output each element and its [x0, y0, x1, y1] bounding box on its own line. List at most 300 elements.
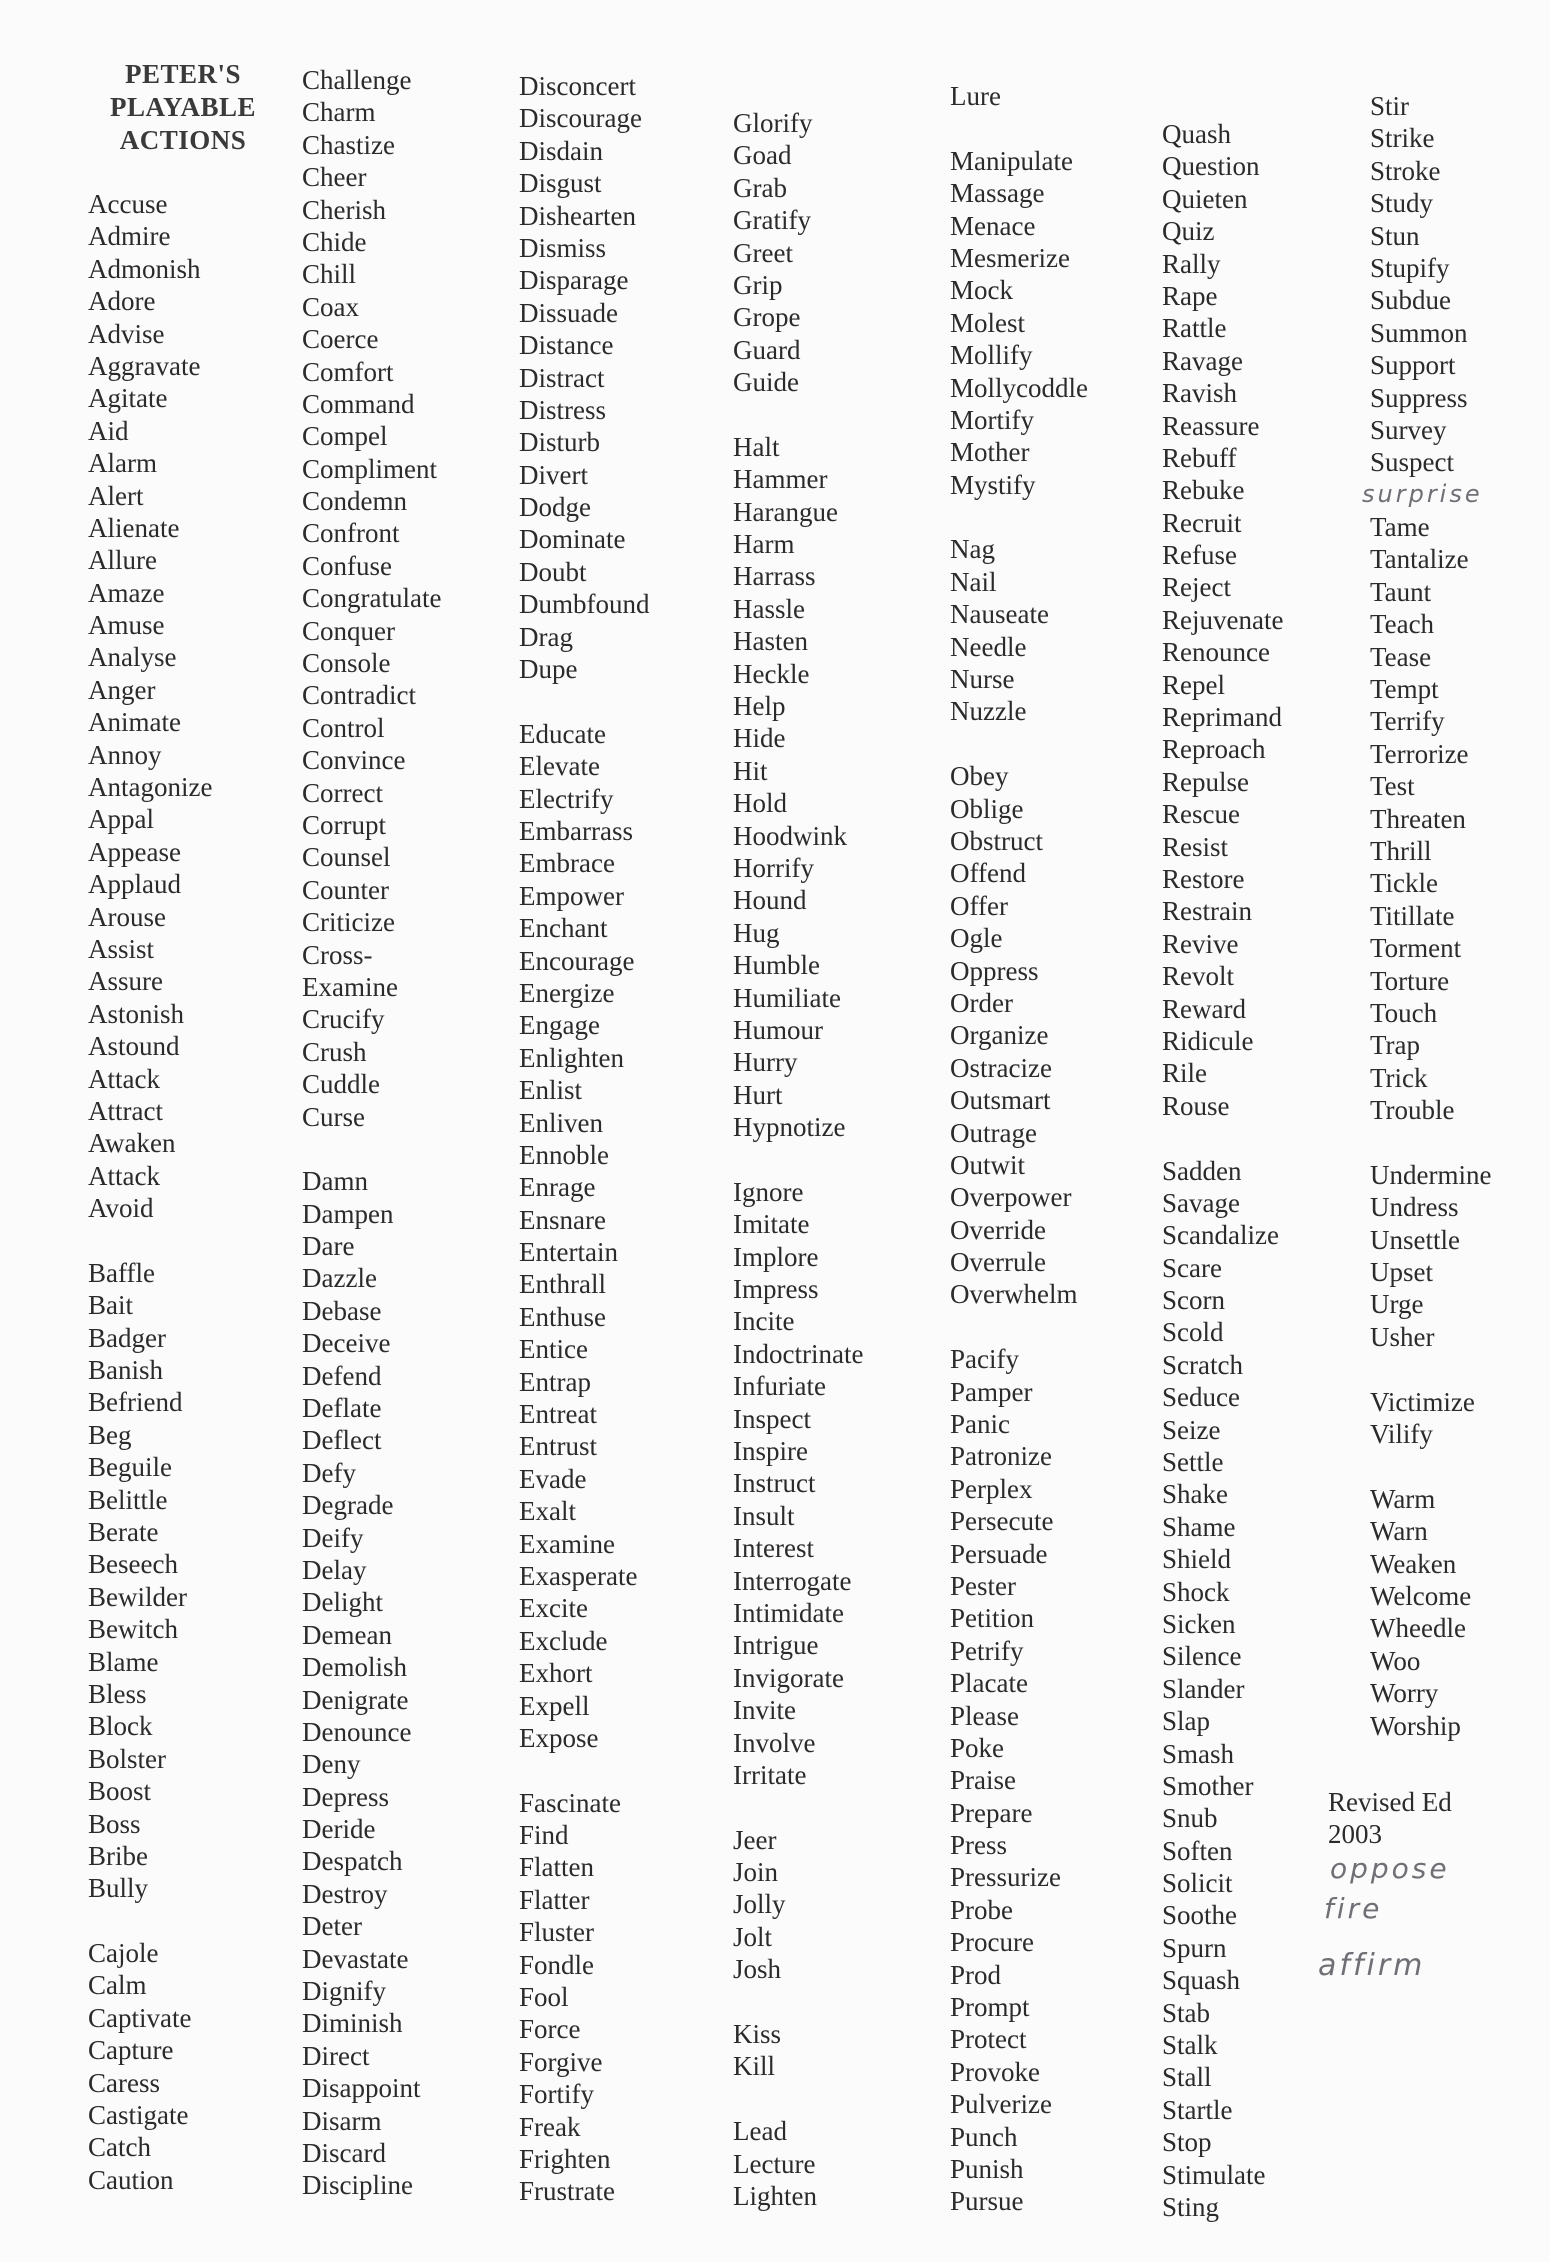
action-word: Belittle — [88, 1484, 168, 1515]
action-word: Lead — [733, 2116, 787, 2147]
action-word: Disdain — [519, 135, 603, 166]
action-word: Obey — [950, 761, 1009, 792]
action-word: Cajole — [88, 1938, 159, 1969]
action-word: Inspect — [733, 1403, 811, 1434]
action-word: Capture — [88, 2035, 174, 2066]
action-word: Cherish — [302, 194, 386, 225]
action-word: Doubt — [519, 556, 587, 587]
action-word: Dazzle — [302, 1263, 377, 1294]
action-word: Ignore — [733, 1176, 804, 1207]
action-word: Coerce — [302, 324, 379, 355]
action-word: Distract — [519, 362, 605, 393]
action-word: Nauseate — [950, 599, 1049, 630]
action-word: Chastize — [302, 129, 395, 160]
action-word: Suppress — [1370, 382, 1468, 413]
action-word: Humiliate — [733, 982, 841, 1013]
action-word: Hypnotize — [733, 1112, 846, 1143]
action-word: Bless — [88, 1678, 147, 1709]
action-word: Attack — [88, 1063, 160, 1094]
handwritten-note-oppose: oppose — [1330, 1852, 1450, 1885]
action-word: Reject — [1162, 572, 1231, 603]
section-gap — [733, 1986, 948, 2018]
action-word: Hurry — [733, 1047, 798, 1078]
action-word: Scandalize — [1162, 1220, 1279, 1251]
action-word: Mesmerize — [950, 242, 1070, 273]
action-word: Jolt — [733, 1921, 773, 1952]
action-word: Enthuse — [519, 1301, 606, 1332]
action-word: Deflect — [302, 1425, 382, 1456]
action-word: Refuse — [1162, 540, 1237, 571]
action-word: Dominate — [519, 524, 626, 555]
action-word: Smash — [1162, 1738, 1235, 1769]
action-word: Threaten — [1370, 803, 1466, 834]
action-word: Warn — [1370, 1516, 1428, 1547]
action-word: Involve — [733, 1727, 816, 1758]
action-word: Nail — [950, 566, 997, 597]
action-word: Overrule — [950, 1247, 1046, 1278]
action-word: Coax — [302, 291, 359, 322]
action-word: Urge — [1370, 1289, 1424, 1320]
action-word: Reward — [1162, 993, 1246, 1024]
action-word: Examine — [519, 1528, 615, 1559]
action-word: Hammer — [733, 464, 828, 495]
action-word: Ravish — [1162, 378, 1238, 409]
action-word: Appal — [88, 804, 154, 835]
action-word: Ogle — [950, 923, 1003, 954]
action-word: Settle — [1162, 1447, 1224, 1478]
action-word: Boss — [88, 1808, 141, 1839]
action-word: Scold — [1162, 1317, 1224, 1348]
action-word: Restrain — [1162, 896, 1252, 927]
action-word: Indoctrinate — [733, 1338, 864, 1369]
action-word: Allure — [88, 545, 157, 576]
action-word: Outrage — [950, 1117, 1037, 1148]
word-column-2 — [302, 64, 517, 2202]
action-word: Terrorize — [1370, 738, 1469, 769]
action-word: Massage — [950, 178, 1045, 209]
action-word: Interrogate — [733, 1565, 852, 1596]
action-word: Rebuke — [1162, 475, 1245, 506]
action-word: Kill — [733, 2051, 776, 2082]
action-word: Drag — [519, 621, 573, 652]
action-word: Grab — [733, 172, 787, 203]
action-word: Examine — [302, 971, 398, 1002]
action-word: Attack — [88, 1160, 160, 1191]
action-word: Cross- — [302, 939, 373, 970]
action-word: Inspire — [733, 1436, 808, 1467]
action-word: Stall — [1162, 2062, 1212, 2093]
action-word: Entrap — [519, 1366, 591, 1397]
action-word: Intrigue — [733, 1630, 819, 1661]
action-word: Denounce — [302, 1716, 412, 1747]
action-word: Petrify — [950, 1635, 1024, 1666]
action-word: Bait — [88, 1290, 133, 1321]
action-word: Startle — [1162, 2094, 1233, 2125]
action-word: Hasten — [733, 626, 808, 657]
action-word: Molest — [950, 307, 1026, 338]
action-word: Direct — [302, 2040, 370, 2071]
action-word: Press — [950, 1830, 1008, 1861]
action-word: Flatter — [519, 1884, 590, 1915]
action-word: Stupify — [1370, 252, 1450, 283]
action-word: Guide — [733, 367, 799, 398]
action-word: Glorify — [733, 108, 813, 138]
action-word: Repel — [1162, 669, 1225, 700]
action-word: Confront — [302, 518, 400, 549]
action-word: Disgust — [519, 168, 602, 199]
title-line: PLAYABLE — [109, 92, 257, 122]
action-word: Snub — [1162, 1803, 1218, 1834]
action-word: Stab — [1162, 1997, 1211, 2028]
action-word: Kiss — [733, 2019, 782, 2050]
action-word: Dodge — [519, 492, 591, 523]
action-word: Amaze — [88, 577, 165, 608]
section-gap — [519, 685, 734, 717]
action-word: Chide — [302, 226, 367, 257]
action-word: Tantalize — [1370, 544, 1469, 575]
section-gap — [1370, 1127, 1550, 1159]
action-word: Incite — [733, 1306, 795, 1337]
section-gap — [950, 501, 1165, 533]
action-word: Victimize — [1370, 1386, 1475, 1417]
section-gap — [733, 399, 948, 431]
action-word: Provoke — [950, 2056, 1040, 2087]
action-word: Jeer — [733, 1824, 777, 1855]
action-word: Aggravate — [88, 350, 201, 381]
action-word: Exclude — [519, 1625, 608, 1656]
action-word: Heckle — [733, 658, 810, 689]
action-word: Overpower — [950, 1182, 1072, 1213]
action-word: Antagonize — [88, 772, 213, 803]
action-word: Counsel — [302, 842, 391, 873]
action-word: Appease — [88, 836, 181, 867]
action-word: Support — [1370, 350, 1456, 381]
action-word: Hide — [733, 723, 786, 754]
action-word: Strike — [1370, 123, 1435, 154]
action-word: Quash — [1162, 119, 1231, 149]
action-word: Gratify — [733, 205, 811, 236]
action-word: Convince — [302, 745, 406, 776]
action-word: Prepare — [950, 1797, 1033, 1828]
action-word: Suspect — [1370, 447, 1454, 478]
action-word: Fascinate — [519, 1787, 621, 1818]
action-word: Mystify — [950, 469, 1036, 500]
action-word: Admonish — [88, 253, 201, 284]
action-word: Organize — [950, 1020, 1049, 1051]
action-word: Assist — [88, 933, 155, 964]
action-word: Persuade — [950, 1538, 1048, 1569]
action-word: Hold — [733, 788, 787, 819]
action-word: Expose — [519, 1722, 599, 1753]
action-word: Recruit — [1162, 507, 1242, 538]
action-word: Destroy — [302, 1878, 388, 1909]
action-word: Despatch — [302, 1846, 403, 1877]
action-word: Reproach — [1162, 734, 1266, 765]
action-word: Exasperate — [519, 1560, 638, 1591]
action-word: Empower — [519, 880, 624, 911]
action-word: Anger — [88, 674, 156, 705]
action-word: Distress — [519, 394, 606, 425]
action-word: Restore — [1162, 863, 1245, 894]
action-word: Ostracize — [950, 1052, 1052, 1083]
action-word: Solicit — [1162, 1868, 1233, 1899]
action-word: Caution — [88, 2164, 174, 2195]
action-word: Question — [1162, 151, 1260, 182]
action-word: Spurn — [1162, 1932, 1227, 1963]
action-word: Control — [302, 712, 385, 743]
action-word: Condemn — [302, 486, 407, 517]
action-word: Revolt — [1162, 961, 1234, 992]
action-word: Nag — [950, 534, 995, 565]
action-word: Agitate — [88, 383, 168, 414]
action-word: Sting — [1162, 2192, 1220, 2222]
action-word: Advise — [88, 318, 165, 349]
action-word: Disappoint — [302, 2073, 421, 2104]
action-word: Touch — [1370, 997, 1438, 1028]
action-word: Criticize — [302, 907, 395, 938]
action-word: Oppress — [950, 955, 1039, 986]
action-word: Enlist — [519, 1075, 583, 1106]
action-word: Deceive — [302, 1328, 391, 1359]
action-word: Help — [733, 691, 786, 722]
action-word: Tame — [1370, 512, 1430, 543]
action-word: Curse — [302, 1101, 365, 1132]
action-word: Hassle — [733, 593, 805, 624]
action-word: Admire — [88, 221, 171, 252]
action-word: Persecute — [950, 1506, 1054, 1537]
action-word: Educate — [519, 718, 606, 749]
action-word: Badger — [88, 1322, 166, 1353]
action-word: Hit — [733, 755, 768, 786]
action-word: Undress — [1370, 1192, 1459, 1223]
action-word: Repulse — [1162, 766, 1249, 797]
action-word: Sicken — [1162, 1608, 1236, 1639]
action-word: Cuddle — [302, 1069, 380, 1100]
action-word: Horrify — [733, 852, 814, 883]
action-word: Hurt — [733, 1079, 783, 1110]
word-column-5 — [950, 80, 1165, 2218]
action-word: Comfort — [302, 356, 394, 387]
action-word: Harangue — [733, 496, 838, 527]
action-word: Compliment — [302, 453, 437, 484]
action-word: Expell — [519, 1690, 590, 1721]
action-word: Forgive — [519, 2046, 603, 2077]
action-word: Exhort — [519, 1658, 593, 1689]
action-word: Overwhelm — [950, 1279, 1078, 1310]
action-word: Delay — [302, 1554, 367, 1585]
action-word: Boost — [88, 1776, 152, 1807]
action-word: Mortify — [950, 404, 1034, 435]
action-word: Humour — [733, 1014, 823, 1045]
action-word: Assure — [88, 966, 163, 997]
section-gap — [302, 1133, 517, 1165]
action-word: Vilify — [1370, 1419, 1433, 1450]
action-word: Woo — [1370, 1645, 1421, 1676]
action-word: Interest — [733, 1533, 814, 1564]
action-word: Amuse — [88, 610, 165, 641]
action-word: Summon — [1370, 317, 1468, 348]
action-word: Outsmart — [950, 1085, 1051, 1116]
action-word: Rape — [1162, 280, 1218, 311]
action-word: Correct — [302, 777, 383, 808]
section-gap — [950, 1311, 1165, 1343]
action-word: Order — [950, 987, 1013, 1018]
action-word: Josh — [733, 1954, 782, 1985]
action-word: Entreat — [519, 1399, 597, 1430]
action-word: Test — [1370, 771, 1415, 802]
action-word: Astonish — [88, 998, 185, 1029]
action-word: Torture — [1370, 965, 1450, 996]
action-word: Jolly — [733, 1889, 786, 1920]
action-word: Command — [302, 388, 415, 419]
action-word: Thrill — [1370, 835, 1432, 866]
action-word: Deride — [302, 1814, 376, 1845]
action-word: Bolster — [88, 1743, 166, 1774]
action-word: Alarm — [88, 448, 157, 479]
action-word: Protect — [950, 2024, 1027, 2055]
action-word: Enrage — [519, 1172, 596, 1203]
action-word: Denigrate — [302, 1684, 409, 1715]
action-word: Lighten — [733, 2181, 817, 2211]
action-word: Praise — [950, 1765, 1016, 1796]
action-word: Bully — [88, 1873, 149, 1904]
action-word: Embrace — [519, 848, 615, 879]
action-word: Silence — [1162, 1641, 1242, 1672]
action-word: Devastate — [302, 1943, 409, 1974]
action-word: Subdue — [1370, 285, 1451, 316]
action-word: Petition — [950, 1603, 1035, 1634]
action-word: Calm — [88, 1970, 147, 2001]
action-word: Poke — [950, 1732, 1004, 1763]
action-word: Crush — [302, 1036, 367, 1067]
action-word: Rile — [1162, 1058, 1207, 1089]
action-word: Beg — [88, 1419, 132, 1450]
action-word: Rouse — [1162, 1090, 1230, 1121]
action-word: Undermine — [1370, 1159, 1492, 1190]
action-word: Pulverize — [950, 2089, 1052, 2120]
action-word: Arouse — [88, 901, 166, 932]
action-word: Dupe — [519, 654, 578, 685]
section-gap — [1162, 1122, 1377, 1154]
action-word: Invite — [733, 1695, 796, 1726]
section-gap — [88, 1225, 303, 1257]
action-word: Usher — [1370, 1321, 1435, 1352]
action-word: Punish — [950, 2154, 1024, 2184]
action-word: Chill — [302, 259, 357, 290]
action-word: Prod — [950, 1959, 1002, 1990]
action-word: Pursue — [950, 2186, 1024, 2217]
action-word: Greet — [733, 237, 793, 268]
action-word: Slander — [1162, 1673, 1245, 1704]
action-word: Seduce — [1162, 1382, 1240, 1413]
action-word: Reprimand — [1162, 702, 1282, 733]
action-word: Find — [519, 1820, 569, 1851]
action-word: Probe — [950, 1894, 1013, 1925]
action-word: Shield — [1162, 1544, 1232, 1575]
action-word: Ridicule — [1162, 1025, 1254, 1056]
action-word: Revive — [1162, 928, 1239, 959]
action-word: Goad — [733, 140, 792, 171]
action-word: Intimidate — [733, 1597, 844, 1628]
action-word: Engage — [519, 1010, 600, 1041]
action-word: Reassure — [1162, 410, 1260, 441]
action-word: Menace — [950, 210, 1036, 241]
action-word: Defend — [302, 1360, 382, 1391]
action-word: Dare — [302, 1231, 355, 1262]
title-line: ACTIONS — [119, 125, 247, 155]
action-word: Terrify — [1370, 706, 1445, 737]
action-word: Elevate — [519, 751, 600, 782]
action-word: Welcome — [1370, 1580, 1472, 1611]
action-word: Rejuvenate — [1162, 604, 1284, 635]
action-word: Freak — [519, 2111, 581, 2142]
action-word: Bewilder — [88, 1581, 187, 1612]
action-word: Study — [1370, 188, 1434, 219]
action-word: Degrade — [302, 1490, 394, 1521]
action-word: Confuse — [302, 550, 392, 581]
action-word: Warm — [1370, 1483, 1436, 1514]
action-word: Hoodwink — [733, 820, 847, 851]
action-word: Discourage — [519, 103, 642, 134]
action-word: Deify — [302, 1522, 364, 1553]
action-word: Alert — [88, 480, 144, 511]
action-word: Pacify — [950, 1344, 1019, 1375]
action-word: Contradict — [302, 680, 416, 711]
action-word: Adore — [88, 286, 156, 317]
action-word: Offend — [950, 858, 1026, 889]
action-word: Accuse — [88, 189, 168, 219]
action-word: Crucify — [302, 1004, 385, 1035]
action-word: Enthrall — [519, 1269, 606, 1300]
action-word: Worry — [1370, 1678, 1439, 1709]
handwritten-note-affirm: affirm — [1318, 1948, 1426, 1983]
action-word: Divert — [519, 459, 588, 490]
action-word: Applaud — [88, 869, 181, 900]
revision-note — [1328, 1786, 1452, 1851]
action-word: Worship — [1370, 1710, 1461, 1741]
action-word: Hound — [733, 885, 807, 916]
action-word: Defy — [302, 1457, 356, 1488]
action-word: Offer — [950, 890, 1008, 921]
action-word: Animate — [88, 707, 181, 738]
action-word: Deny — [302, 1749, 361, 1780]
action-word: Disparage — [519, 265, 629, 296]
title-line: PETER'S — [124, 59, 242, 89]
action-word: Weaken — [1370, 1548, 1457, 1579]
action-word: Nurse — [950, 664, 1015, 695]
action-word: Deter — [302, 1911, 362, 1942]
action-word: Attract — [88, 1095, 163, 1126]
action-word: Dismiss — [519, 232, 607, 263]
action-word: Ravage — [1162, 345, 1243, 376]
action-word: Enlighten — [519, 1042, 624, 1073]
action-word: Smother — [1162, 1770, 1254, 1801]
word-column-1 — [88, 188, 303, 2196]
action-word: Fortify — [519, 2079, 595, 2110]
action-word: Enliven — [519, 1107, 603, 1138]
section-gap — [950, 112, 1165, 144]
action-word: Insult — [733, 1500, 795, 1531]
action-word: Guard — [733, 334, 801, 365]
action-word: Placate — [950, 1668, 1028, 1699]
action-word: Astound — [88, 1031, 180, 1062]
action-word: Trouble — [1370, 1095, 1455, 1126]
action-word: Analyse — [88, 642, 177, 673]
action-word: Survey — [1370, 414, 1447, 445]
action-word: Corrupt — [302, 809, 386, 840]
action-word: Patronize — [950, 1441, 1052, 1472]
action-word: Congratulate — [302, 583, 442, 614]
